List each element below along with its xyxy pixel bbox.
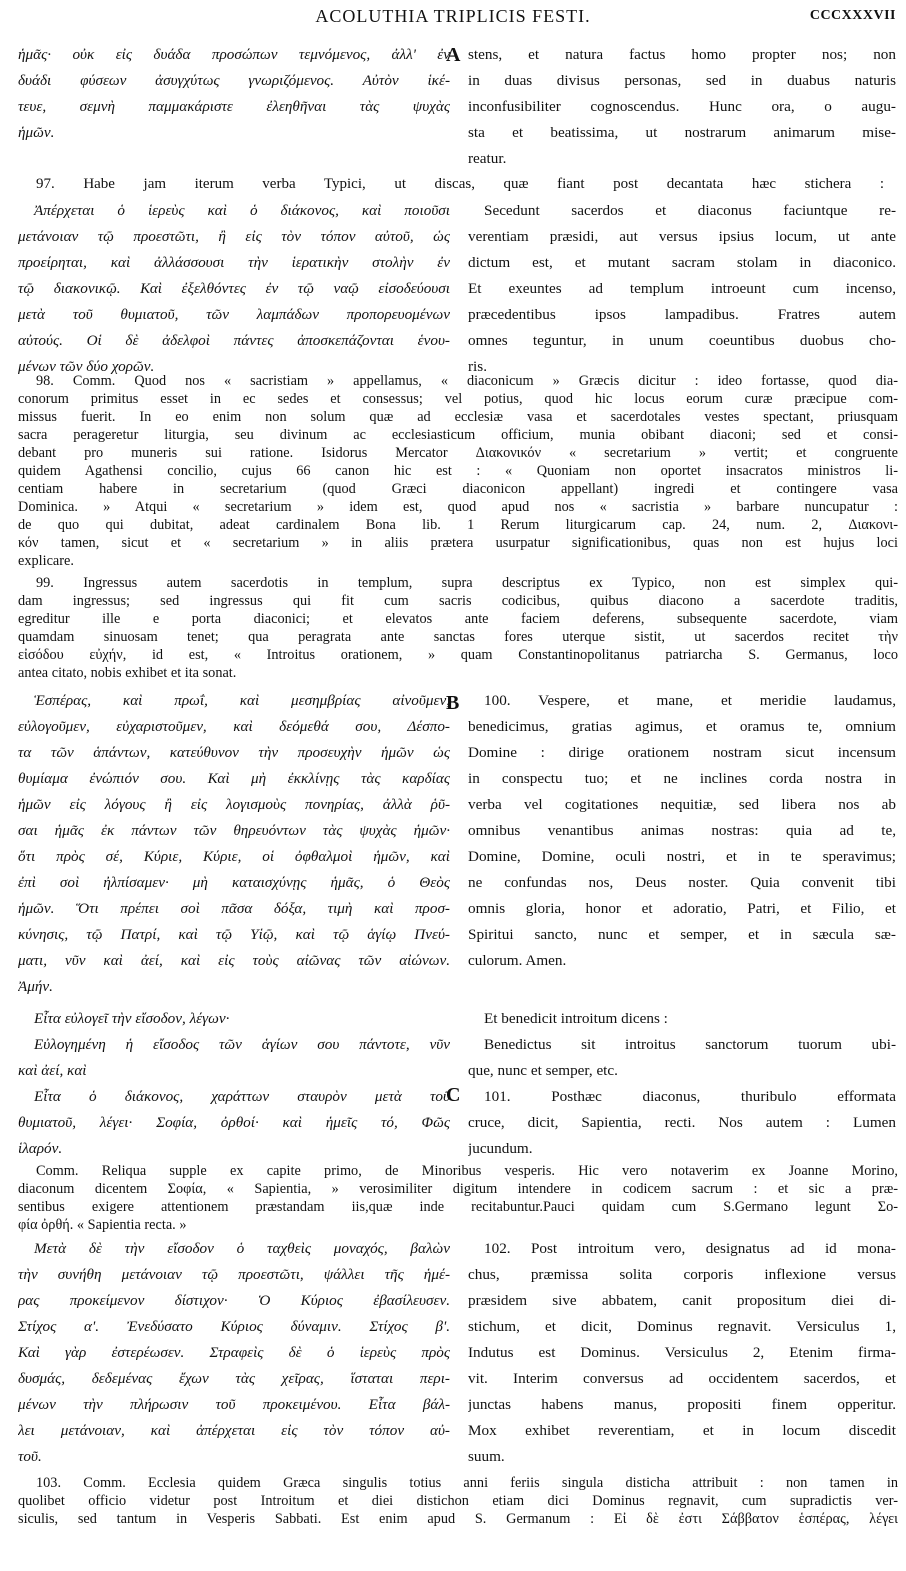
greek-line: ἱλαρόν. bbox=[18, 1140, 63, 1157]
latin-line: stens, et natura factus homo propter nos; non bbox=[468, 46, 896, 63]
margin-marker-a: A bbox=[446, 44, 461, 66]
text-line: quamdam sinuosam tenet; qua peragrata ante sanctas fores uterque sistit, ut sacerdos recitet τὴν bbox=[18, 629, 898, 645]
greek-line: ἡμῶν. bbox=[18, 124, 55, 141]
page-number: CCCXXXVII bbox=[809, 8, 896, 23]
greek-line: μένων τὴν πλήρωσιν τοῦ προκειμένου. Εἶτα βάλ- bbox=[18, 1396, 450, 1413]
latin-line: verba vel cogitationes nequitiæ, sed libera nos ab bbox=[468, 796, 896, 813]
latin-line: ris. bbox=[468, 358, 487, 375]
greek-line: κύνησις, τῷ Πατρί, καὶ τῷ Υἱῷ, καὶ τῷ ἁγίῳ Πνεύ- bbox=[18, 926, 450, 943]
latin-line: vit. Interim conversus ad occidentem sacerdos, et bbox=[468, 1370, 896, 1387]
greek-line: Στίχος α'. Ἐνεδύσατο Κύριος δύναμιν. Στίχος β'. bbox=[18, 1318, 450, 1335]
latin-line: benedicimus, gratias agimus, et oramus te, omnium bbox=[468, 718, 896, 735]
text-line: 98. Comm. Quod nos « sacristiam » appellamus, « diaconicum » Græcis dicitur : ideo fortasse, quod dia- bbox=[36, 373, 898, 389]
latin-column-1 bbox=[468, 42, 896, 172]
latin-column-5 bbox=[468, 1236, 896, 1470]
commentary-99 bbox=[18, 574, 898, 682]
latin-column-4 bbox=[468, 1006, 896, 1162]
latin-line: Indutus est Dominus. Versiculus 2, Etenim firma- bbox=[468, 1344, 896, 1361]
greek-line: λει μετάνοιαν, καὶ ἀπέρχεται εἰς τὸν τόπον αὐ- bbox=[18, 1422, 450, 1439]
text-line: siculis, sed tantum in Vesperis Sabbati. Est enim apud S. Germanum : Εἰ δὲ ἐστι Σάββατον ἑσπέρας, λέγει bbox=[18, 1511, 898, 1527]
text-line: missus fuerit. In eo enim non solum quæ ad ecclesiæ vasa et sacerdotales vestes spectant, priusquam bbox=[18, 409, 898, 425]
margin-marker-c: C bbox=[446, 1084, 461, 1106]
greek-line: τὴν συνήθη μετάνοιαν τῷ προεστῶτι, ψάλλει τῆς ἡμέ- bbox=[18, 1266, 450, 1283]
greek-column-1 bbox=[18, 42, 450, 146]
greek-column-5 bbox=[18, 1236, 450, 1470]
greek-line: μετάνοιαν τῷ προεστῶτι, ἢ εἰς τὸν τόπον αὐτοῦ, ὡς bbox=[18, 228, 450, 245]
latin-line: cruce, dicit, Sapientia, recti. Nos autem : Lumen bbox=[468, 1114, 896, 1131]
text-line: sentibus exigere attentionem præstandam iis,quæ inde recitabuntur.Pauci quidam cum S.Germano legunt Σο- bbox=[18, 1199, 898, 1215]
latin-line: chus, præmissa solita corporis inflexione versus bbox=[468, 1266, 896, 1283]
text-line: egreditur ille e porta diaconici; et elevatos ante faciem deferens, subsequente sacerdote, viam bbox=[18, 611, 898, 627]
latin-line: 101. Posthæc diaconus, thuribulo efformata bbox=[484, 1088, 896, 1105]
latin-line: culorum. Amen. bbox=[468, 952, 567, 969]
latin-line: 100. Vespere, et mane, et meridie laudamus, bbox=[484, 692, 896, 709]
greek-line: τοῦ. bbox=[18, 1448, 42, 1465]
greek-line: καὶ ἀεί, καὶ bbox=[18, 1062, 87, 1079]
latin-line: Mox exhibet reverentiam, et in locum discedit bbox=[468, 1422, 896, 1439]
greek-line: σαι ἡμᾶς ἐκ πάντων τῶν θηρευόντων τὰς ψυχὰς ἡμῶν· bbox=[18, 822, 450, 839]
commentary-c bbox=[18, 1162, 898, 1234]
latin-column-2 bbox=[468, 198, 896, 380]
latin-line: ne confundas nos, Deus noster. Quia convenit tibi bbox=[468, 874, 896, 891]
greek-line: εὐλογοῦμεν, εὐχαριστοῦμεν, καὶ δεόμεθά σου, Δέσπο- bbox=[18, 718, 450, 735]
commentary-103 bbox=[18, 1474, 898, 1528]
greek-line: τα τῶν ἁπάντων, κατεύθυνον τὴν προσευχὴν ἡμῶν ὡς bbox=[18, 744, 450, 761]
latin-line: stichum, et dicit, Dominus regnavit. Versiculus 1, bbox=[468, 1318, 896, 1335]
latin-line: in duas divisus personas, sed in duabus naturis bbox=[468, 72, 896, 89]
latin-line: omnis gloria, honor et adoratio, Patri, et Filio, et bbox=[468, 900, 896, 917]
latin-line: dictum est, et mutant sacram stolam in diaconico. bbox=[468, 254, 896, 271]
greek-line: ὅτι πρὸς σέ, Κύριε, Κύριε, οἱ ὀφθαλμοὶ ἡμῶν, καὶ bbox=[18, 848, 450, 865]
text-line: centiam habere in secretarium (quod Græci diaconicon appellant) ingredi et contingere vasa bbox=[18, 481, 898, 497]
text-line: Dominica. » Atqui « secretarium » idem est, quod apud nos « sacristia » barbare nuncupatur : bbox=[18, 499, 898, 515]
text-line: dam ingressus; sed ingressus qui fit cum sacris codicibus, quibus diacono a sacerdote traditis, bbox=[18, 593, 898, 609]
greek-line: ἡμῶν. Ὅτι πρέπει σοὶ πᾶσα δόξα, τιμὴ καὶ προσ- bbox=[18, 900, 450, 917]
latin-line: in conspectu tuo; et ne inclines corda nostra in bbox=[468, 770, 896, 787]
text-line: debant pro muneris sui ratione. Isidorus Mercator Διακονικόν « secretarium » vertit; et congruente bbox=[18, 445, 898, 461]
text-line: 97. Habe jam iterum verba Typici, ut discas, quæ fiant post decantata hæc stichera : bbox=[36, 176, 884, 192]
text-line: Comm. Reliqua supple ex capite primo, de Minoribus vesperis. Hic vero notaverim ex Joanne Morino, bbox=[36, 1163, 898, 1179]
greek-line: θυμιατοῦ, λέγει· Σοφία, ὀρθοί· καὶ ἡμεῖς τό, Φῶς bbox=[18, 1114, 450, 1131]
latin-line: suum. bbox=[468, 1448, 505, 1465]
latin-line: Spiritui sancto, nunc et semper, et in sæcula sæ- bbox=[468, 926, 896, 943]
latin-line: sta et beatissima, ut nostrarum animarum mise- bbox=[468, 124, 896, 141]
latin-line: junctas habens manus, propositi finem opperitur. bbox=[468, 1396, 896, 1413]
margin-marker-b: B bbox=[446, 692, 460, 714]
text-line: εἰσόδου εὐχήν, id est, « Introitus orationem, » quam Constantinopolitanus patriarcha S. Germanus, loco bbox=[18, 647, 898, 663]
greek-line: Εἶτα ὁ διάκονος, χαράττων σταυρὸν μετὰ τοῦ bbox=[34, 1088, 450, 1105]
greek-line: τῷ διακονικῷ. Καὶ ἐξελθόντες ἐν τῷ ναῷ εἰσοδεύουσι bbox=[18, 280, 450, 297]
text-line: quidem Agathensi concilio, cujus 66 canon hic est : « Quoniam non oportet insacratos ministros li- bbox=[18, 463, 898, 479]
latin-line: Domine : dirige orationem nostram sicut incensum bbox=[468, 744, 896, 761]
greek-line: Εἶτα εὐλογεῖ τὴν εἴσοδον, λέγων· bbox=[34, 1010, 230, 1027]
text-line: 99. Ingressus autem sacerdotis in templum, supra descriptus ex Typico, non est simplex qui- bbox=[36, 575, 898, 591]
latin-line: Et exeuntes ad templum introeunt cum incenso, bbox=[468, 280, 896, 297]
greek-line: ἡμᾶς· οὐκ εἰς δυάδα προσώπων τεμνόμενος, ἀλλ' ἐν bbox=[18, 46, 450, 63]
greek-line: Ἑσπέρας, καὶ πρωΐ, καὶ μεσημβρίας αἰνοῦμεν, bbox=[34, 692, 450, 709]
greek-line: τευε, σεμνὴ παμμακάριστε ἐλεηθῆναι τὰς ψυχὰς bbox=[18, 98, 450, 115]
greek-line: Ἀπέρχεται ὁ ἱερεὺς καὶ ὁ διάκονος, καὶ ποιοῦσι bbox=[34, 202, 450, 219]
greek-line: Καὶ γὰρ ἐστερέωσεν. Στραφεὶς δὲ ὁ ἱερεὺς πρὸς bbox=[18, 1344, 450, 1361]
running-header bbox=[0, 6, 906, 34]
greek-line: Ἀμήν. bbox=[18, 978, 53, 995]
greek-line: ματι, νῦν καὶ ἀεί, καὶ εἰς τοὺς αἰῶνας τῶν αἰώνων. bbox=[18, 952, 450, 969]
text-line: explicare. bbox=[18, 553, 74, 569]
greek-line: μένων τῶν δύο χορῶν. bbox=[18, 358, 155, 375]
greek-line: ρας προκείμενον δίστιχον· Ὁ Κύριος ἐβασίλευσεν. bbox=[18, 1292, 450, 1309]
running-title: ACOLUTHIA TRIPLICIS FESTI. bbox=[315, 6, 591, 26]
text-line: conorum primitus esset in ec sedes et consessus; vel potius, quod hic locus eorum curæ præcipue com- bbox=[18, 391, 898, 407]
greek-column-3 bbox=[18, 688, 450, 1000]
text-line: diaconum dicentem Σοφία, « Sapientia, » verosimiliter digitum intendere in codicem sacrum : et sic a præ- bbox=[18, 1181, 898, 1197]
greek-line: προείρηται, καὶ ἀλλάσσουσι τὴν ἱερατικὴν στολὴν ἐν bbox=[18, 254, 450, 271]
greek-line: αὐτούς. Οἱ δὲ ἀδελφοὶ πάντες ἀποσκεπάζονται ἑνου- bbox=[18, 332, 450, 349]
latin-line: jucundum. bbox=[468, 1140, 533, 1157]
text-line: de quo qui dubitat, adeat cardinalem Bona lib. 1 Rerum liturgicarum cap. 24, num. 2, Διακονι- bbox=[18, 517, 898, 533]
latin-line: Secedunt sacerdos et diaconus faciuntque re- bbox=[484, 202, 896, 219]
greek-line: δυάδι φύσεων ἀσυγχύτως γνωριζόμενος. Αὐτὸν ἱκέ- bbox=[18, 72, 450, 89]
text-line: quolibet officio videtur post Introitum et diei distichon etiam dici Dominus regnavit, cum supradictis ver- bbox=[18, 1493, 898, 1509]
latin-line: reatur. bbox=[468, 150, 507, 167]
latin-line: Et benedicit introitum dicens : bbox=[484, 1010, 668, 1027]
greek-line: θυμίαμα ἐνώπιόν σου. Καὶ μὴ ἐκκλίνῃς τὰς καρδίας bbox=[18, 770, 450, 787]
latin-line: omnibus venantibus animas nostras: quia ad te, bbox=[468, 822, 896, 839]
text-line: κόν tamen, sicut et « secretarium » in aliis prætera usurpatur significationibus, quas non est hujus loci bbox=[18, 535, 898, 551]
greek-column-2 bbox=[18, 198, 450, 380]
latin-line: Domine, Domine, oculi nostri, et in te speravimus; bbox=[468, 848, 896, 865]
latin-column-3 bbox=[468, 688, 896, 974]
paragraph-97-intro bbox=[36, 172, 884, 196]
text-line: 103. Comm. Ecclesia quidem Græca singulis totius anni feriis singula disticha attribuit : non tamen in bbox=[36, 1475, 898, 1491]
greek-column-4 bbox=[18, 1006, 450, 1162]
latin-line: præcedentibus ipsos lampadibus. Fratres autem bbox=[468, 306, 896, 323]
text-line: φία ὀρθή. « Sapientia recta. » bbox=[18, 1217, 187, 1233]
latin-line: inconfusibiliter cognoscendus. Hunc ora, o augu- bbox=[468, 98, 896, 115]
greek-line: Εὐλογημένη ἡ εἴσοδος τῶν ἁγίων σου πάντοτε, νῦν bbox=[34, 1036, 450, 1053]
latin-line: præsidem sive abbatem, canit propositum diei di- bbox=[468, 1292, 896, 1309]
greek-line: ἐπὶ σοὶ ἠλπίσαμεν· μὴ καταισχύνῃς ἡμᾶς, ὁ Θεὸς bbox=[18, 874, 450, 891]
latin-line: Benedictus sit introitus sanctorum tuorum ubi- bbox=[484, 1036, 896, 1053]
latin-line: omnes teguntur, in unum coeuntibus duobus cho- bbox=[468, 332, 896, 349]
text-line: antea citato, nobis exhibet et ita sonat. bbox=[18, 665, 237, 681]
greek-line: μετὰ τοῦ θυμιατοῦ, τῶν λαμπάδων προπορευομένων bbox=[18, 306, 450, 323]
text-line: sacra perageretur liturgia, seu divinum ac ecclesiasticum officium, munia obibant diaconi; sed et consi- bbox=[18, 427, 898, 443]
greek-line: δυσμάς, δεδεμένας ἔχων τὰς χεῖρας, ἵσταται περι- bbox=[18, 1370, 450, 1387]
greek-line: ἡμῶν εἰς λόγους ἢ εἰς λογισμοὺς πονηρίας, ἀλλὰ ῥῦ- bbox=[18, 796, 450, 813]
commentary-98 bbox=[18, 372, 898, 570]
latin-line: 102. Post introitum vero, designatus ad id mona- bbox=[484, 1240, 896, 1257]
greek-line: Μετὰ δὲ τὴν εἴσοδον ὁ ταχθεὶς μοναχός, βαλὼν bbox=[34, 1240, 450, 1257]
latin-line: verentiam præsidi, aut versus ipsius locum, ut ante bbox=[468, 228, 896, 245]
latin-line: que, nunc et semper, etc. bbox=[468, 1062, 618, 1079]
